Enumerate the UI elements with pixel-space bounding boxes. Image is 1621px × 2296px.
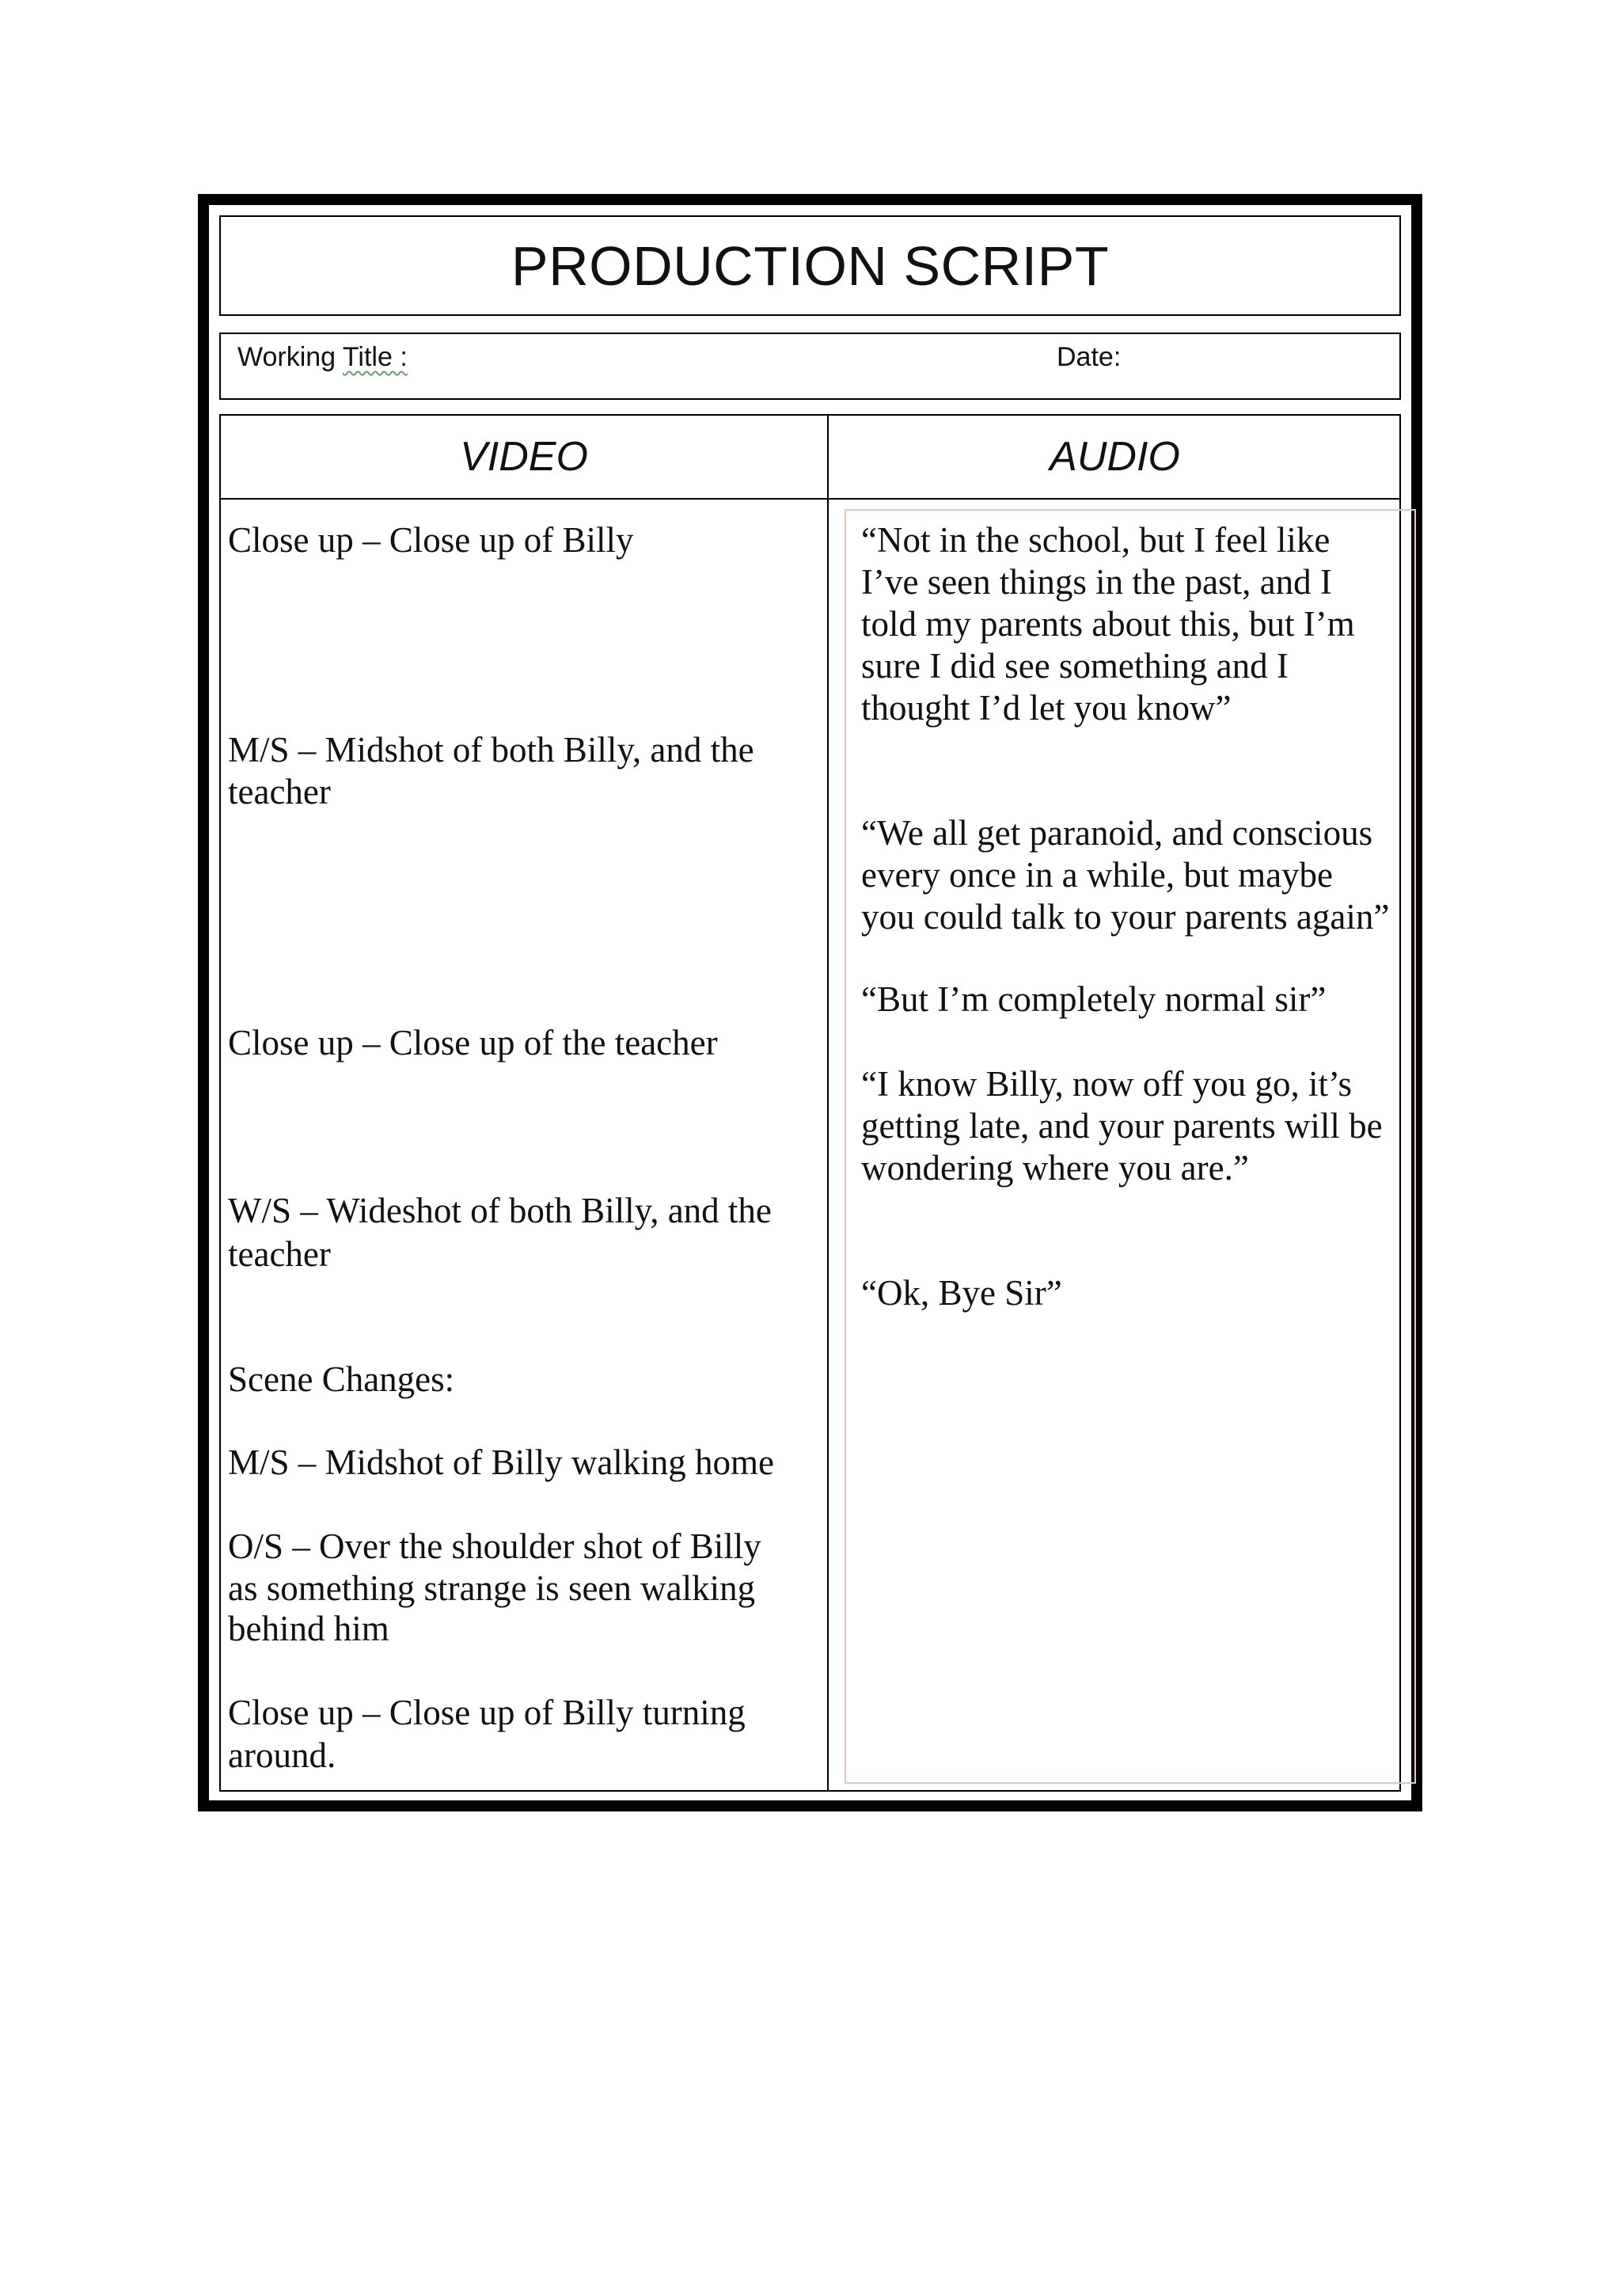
audio-line: sure I did see something and I [861, 646, 1289, 686]
video-line: as something strange is seen walking [228, 1568, 756, 1608]
audio-line: “But I’m completely normal sir” [861, 979, 1327, 1019]
title-box [219, 215, 1401, 316]
meta-row [219, 333, 1401, 400]
working-title-label: Working Title : [237, 342, 408, 372]
audio-line: wondering where you are.” [861, 1148, 1249, 1188]
video-line: Close up – Close up of the teacher [228, 1023, 718, 1062]
video-line: M/S – Midshot of Billy walking home [228, 1443, 775, 1482]
video-line: Scene Changes: [228, 1359, 455, 1399]
audio-line: I’ve seen things in the past, and I [861, 562, 1332, 602]
video-line: M/S – Midshot of both Billy, and the [228, 730, 754, 770]
video-line: Close up – Close up of Billy [228, 520, 634, 560]
date-label: Date: [1057, 342, 1122, 372]
video-line: O/S – Over the shoulder shot of Billy [228, 1526, 761, 1566]
column-divider [827, 416, 829, 1790]
audio-line: you could talk to your parents again” [861, 897, 1390, 937]
audio-column-header: AUDIO [1050, 434, 1180, 480]
spellcheck-underline: Title : [342, 342, 408, 372]
video-column-header: VIDEO [460, 434, 588, 480]
page-title: PRODUCTION SCRIPT [511, 234, 1110, 297]
audio-line: “We all get paranoid, and conscious [861, 813, 1373, 853]
audio-line: “I know Billy, now off you go, it’s [861, 1064, 1352, 1104]
audio-line: every once in a while, but maybe [861, 855, 1334, 895]
header-divider [221, 498, 1399, 500]
video-line: around. [228, 1735, 336, 1775]
video-line: teacher [228, 772, 331, 812]
audio-line: told my parents about this, but I’m [861, 604, 1355, 644]
video-line: W/S – Wideshot of both Billy, and the [228, 1191, 772, 1230]
video-line: Close up – Close up of Billy turning [228, 1693, 746, 1732]
audio-line: getting late, and your parents will be [861, 1106, 1383, 1146]
video-line: teacher [228, 1234, 331, 1274]
audio-line: “Ok, Bye Sir” [861, 1273, 1062, 1313]
audio-line: thought I’d let you know” [861, 688, 1232, 728]
video-line: behind him [228, 1609, 389, 1648]
audio-line: “Not in the school, but I feel like [861, 520, 1331, 560]
